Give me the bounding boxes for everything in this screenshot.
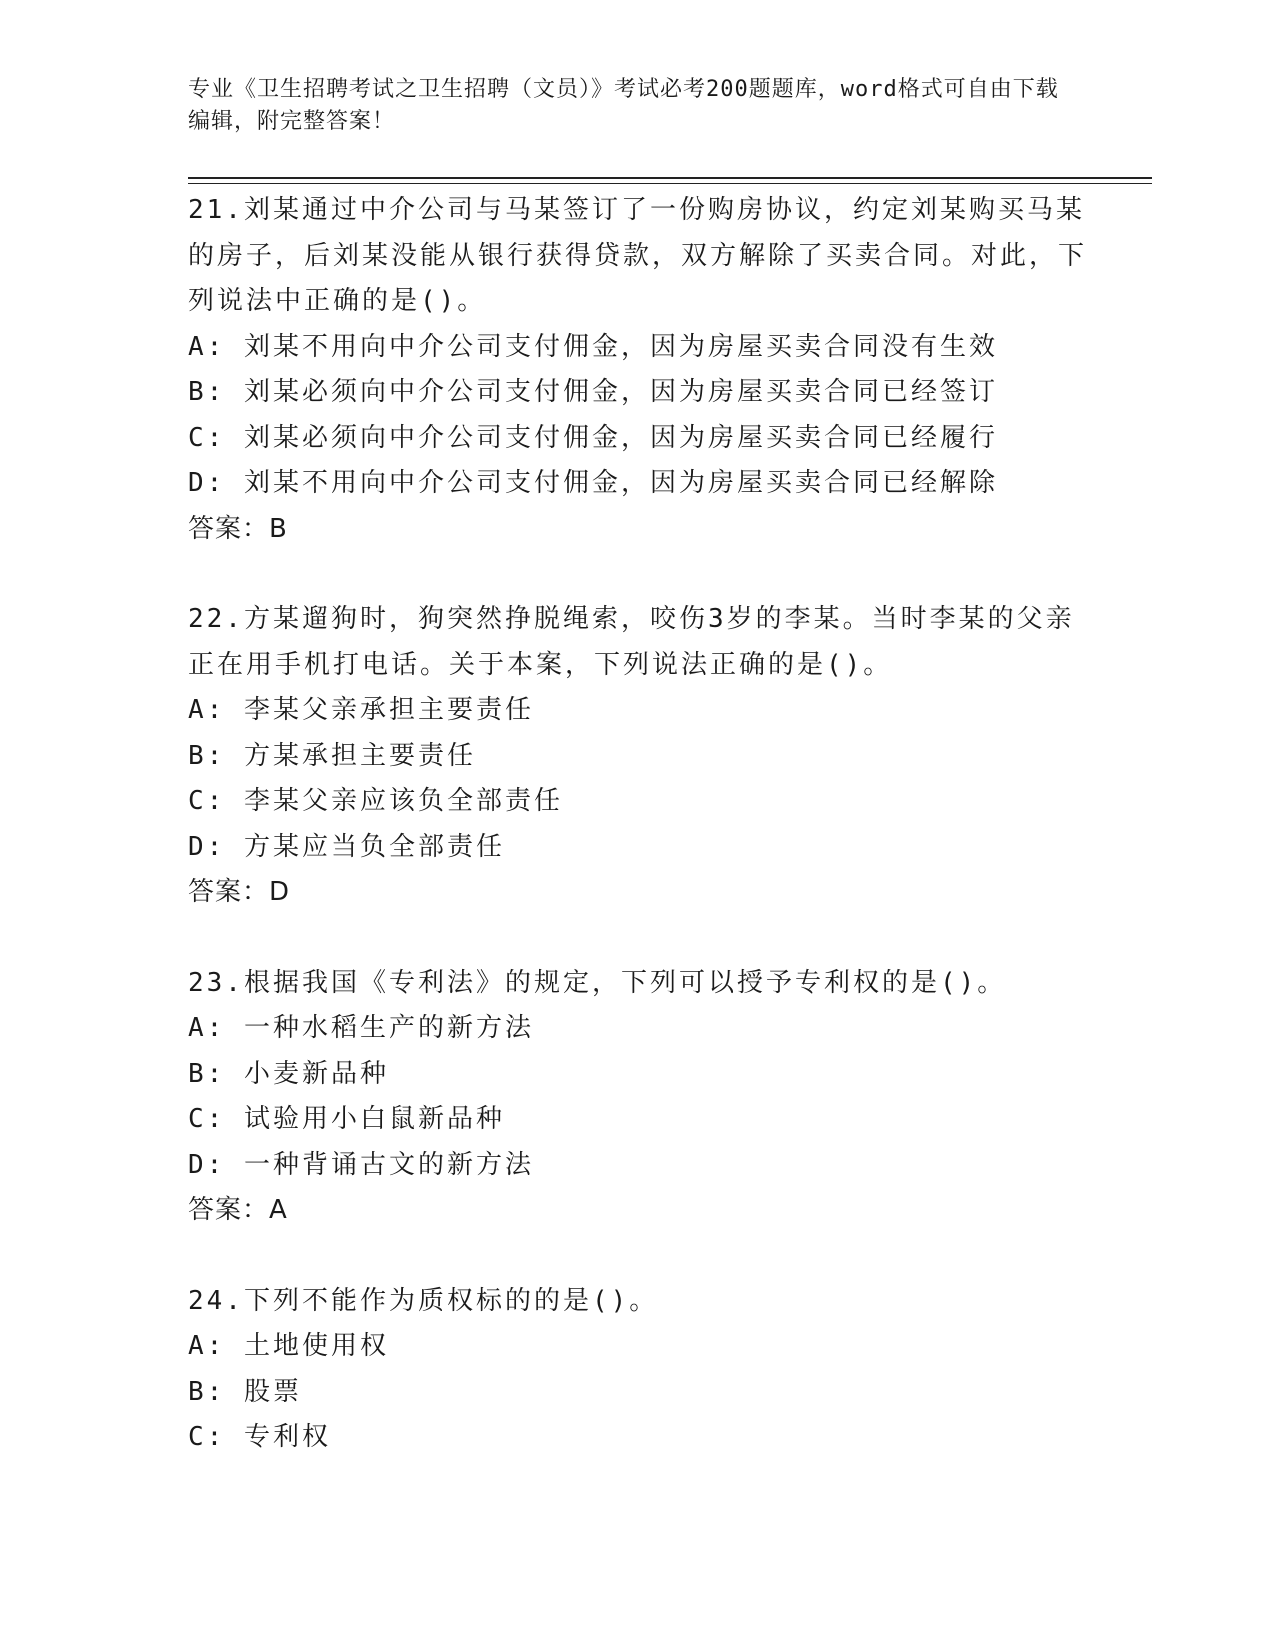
question-21 bbox=[188, 188, 1088, 552]
question-text: 24.下列不能作为质权标的的是()。 bbox=[188, 1285, 659, 1316]
header-rule-thick bbox=[188, 177, 1152, 179]
question-list bbox=[188, 188, 1088, 1506]
option-a: A: 刘某不用向中介公司支付佣金，因为房屋买卖合同没有生效 bbox=[188, 331, 998, 362]
page-header: 专业《卫生招聘考试之卫生招聘（文员）》考试必考200题题库，word格式可自由下载编辑，附完整答案！ bbox=[188, 77, 1059, 134]
question-22 bbox=[188, 597, 1088, 916]
question-24 bbox=[188, 1279, 1088, 1461]
option-a: A: 土地使用权 bbox=[188, 1331, 389, 1361]
header-rule-thin bbox=[188, 183, 1152, 184]
option-d: D: 方某应当负全部责任 bbox=[188, 831, 505, 862]
question-text: 22.方某遛狗时，狗突然挣脱绳索，咬伤3岁的李某。当时李某的父亲正在用手机打电话。关于本案，下列说法正确的是()。 bbox=[188, 604, 1075, 680]
option-d: D: 刘某不用向中介公司支付佣金，因为房屋买卖合同已经解除 bbox=[188, 468, 998, 498]
option-c: C: 试验用小白鼠新品种 bbox=[188, 1104, 505, 1134]
option-c: C: 专利权 bbox=[188, 1422, 331, 1452]
answer: 答案：D bbox=[188, 877, 291, 907]
question-23 bbox=[188, 961, 1088, 1234]
option-d: D: 一种背诵古文的新方法 bbox=[188, 1149, 534, 1180]
option-a: A: 一种水稻生产的新方法 bbox=[188, 1013, 534, 1043]
option-a: A: 李某父亲承担主要责任 bbox=[188, 695, 534, 725]
answer: 答案：B bbox=[188, 513, 288, 544]
option-b: B: 小麦新品种 bbox=[188, 1058, 389, 1089]
question-text: 23.根据我国《专利法》的规定，下列可以授予专利权的是()。 bbox=[188, 967, 1007, 998]
option-b: B: 刘某必须向中介公司支付佣金，因为房屋买卖合同已经签订 bbox=[188, 377, 998, 407]
question-text: 21.刘某通过中介公司与马某签订了一份购房协议，约定刘某购买马某的房子，后刘某没能从银行获得贷款，双方解除了买卖合同。对此，下列说法中正确的是()。 bbox=[188, 195, 1088, 316]
option-b: B: 方某承担主要责任 bbox=[188, 740, 476, 771]
answer: 答案：A bbox=[188, 1195, 288, 1225]
option-c: C: 李某父亲应该负全部责任 bbox=[188, 786, 563, 816]
option-c: C: 刘某必须向中介公司支付佣金，因为房屋买卖合同已经履行 bbox=[188, 422, 998, 453]
option-b: B: 股票 bbox=[188, 1376, 302, 1407]
